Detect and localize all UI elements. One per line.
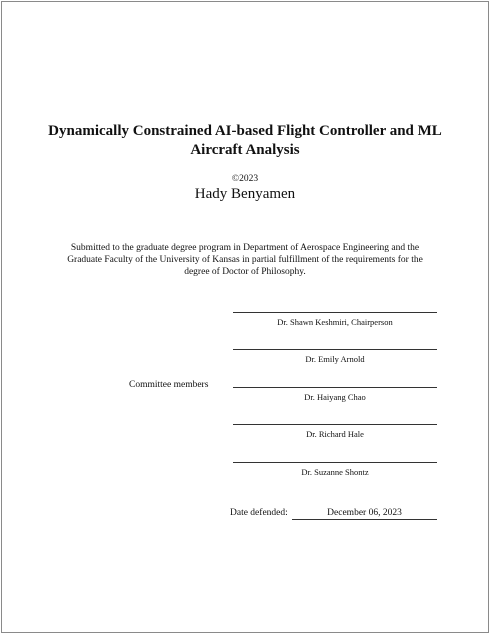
committee-member: Dr. Haiyang Chao <box>233 387 437 402</box>
author-name: Hady Benyamen <box>194 186 296 202</box>
copyright-notice: ©2023 <box>231 174 259 184</box>
thesis-title-line-2: Aircraft Analysis <box>190 142 300 158</box>
date-defended-value: December 06, 2023 <box>292 508 437 520</box>
committee-member: Dr. Suzanne Shontz <box>233 462 437 477</box>
document-page <box>1 1 489 633</box>
date-defended-label: Date defended: <box>230 508 288 518</box>
thesis-title-line-1: Dynamically Constrained AI-based Flight Controller and ML <box>48 123 442 139</box>
submission-line-2: Graduate Faculty of the University of Kansas in partial fulfillment of the requirements for the <box>67 255 423 265</box>
committee-member: Dr. Richard Hale <box>233 424 437 439</box>
submission-line-3: degree of Doctor of Philosophy. <box>184 267 306 277</box>
submission-line-1: Submitted to the graduate degree program in Department of Aerospace Engineering and the <box>70 243 420 253</box>
committee-members-label: Committee members <box>129 380 209 390</box>
submission-statement <box>52 242 438 278</box>
committee-member: Dr. Emily Arnold <box>233 349 437 364</box>
committee-member-chairperson: Dr. Shawn Keshmiri, Chairperson <box>233 312 437 327</box>
thesis-title <box>22 122 468 160</box>
